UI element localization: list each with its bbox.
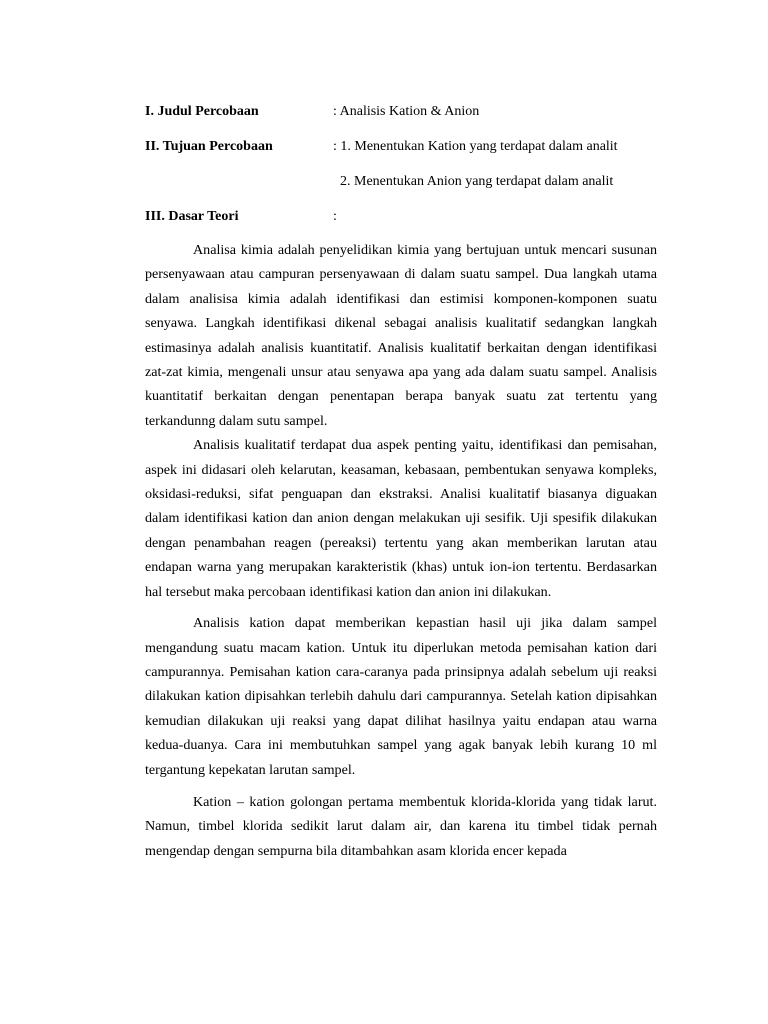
title-row: [145, 102, 480, 122]
theory-colon: :: [333, 209, 337, 224]
body-text: [145, 238, 657, 863]
theory-label: III. Dasar Teori: [145, 209, 239, 224]
title-label: I. Judul Percobaan: [145, 104, 259, 119]
objective-value-2: 2. Menentukan Anion yang terdapat dalam analit: [333, 174, 614, 189]
paragraph: Analisa kimia adalah penyelidikan kimia yang bertujuan untuk mencari susunan persenyawaan atau campuran persenyawaan di dalam suatu sampel. Dua langkah utama dalam analisisa kimia adalah identifikasi dan estimisi komponen-komponen suatu senyawa. Langkah identifikasi dikenal sebagai analisis kualitatif sedangkan langkah estimasinya adalah analisis kuantitatif. Analisis kualitatif berkaitan dengan identifikasi zat-zat kimia, mengenali unsur atau senyawa apa yang ada dalam suatu sampel. Analisis kuantitatif berkaitan dengan penentapan berapa banyak suatu zat tertentu yang terkandunng dalam sutu sampel.: [145, 242, 657, 429]
paragraph: Analisis kation dapat memberikan kepastian hasil uji jika dalam sampel mengandung suatu macam kation. Untuk itu diperlukan metoda pemisahan kation dari campurannya. Pemisahan kation cara-caranya pada prinsipnya adalah sebelum uji reaksi dilakukan kation dipisahkan terlebih dahulu dari campurannya. Setelah kation dipisahkan kemudian dilakukan uji reaksi yang dapat dilihat hasilnya yaitu endapan atau warna kedua-duanya. Cara ini membutuhkan sampel yang agak banyak lebih kurang 10 ml tergantung kepekatan larutan sampel.: [145, 615, 657, 778]
paragraph: Analisis kualitatif terdapat dua aspek penting yaitu, identifikasi dan pemisahan, aspek ini didasari oleh kelarutan, keasaman, kebasaan, pembentukan senyawa kompleks, oksidasi-reduksi, sifat penguapan dan ekstraksi. Analisi kualitatif biasanya diguakan dalam identifikasi kation dan anion dengan melakukan uji sesifik. Uji spesifik dilakukan dengan penambahan reagen (pereaksi) tertentu yang akan memberikan larutan atau endapan warna yang merupakan karakteristik (khas) untuk ion-ion tertentu. Berdasarkan hal tersebut maka percobaan identifikasi kation dan anion ini dilakukan.: [145, 437, 657, 600]
title-value: : Analisis Kation & Anion: [333, 104, 480, 119]
theory-row: [145, 207, 337, 227]
paragraph: Kation – kation golongan pertama membentuk klorida-klorida yang tidak larut. Namun, timbel klorida sedikit larut dalam air, dan karena itu timbel tidak pernah mengendap dengan sempurna bila ditambahkan asam klorida encer kepada: [145, 793, 657, 859]
objective-label: II. Tujuan Percobaan: [145, 139, 273, 154]
objective-row: [145, 137, 618, 157]
objective-value-1: : 1. Menentukan Kation yang terdapat dalam analit: [333, 139, 618, 154]
